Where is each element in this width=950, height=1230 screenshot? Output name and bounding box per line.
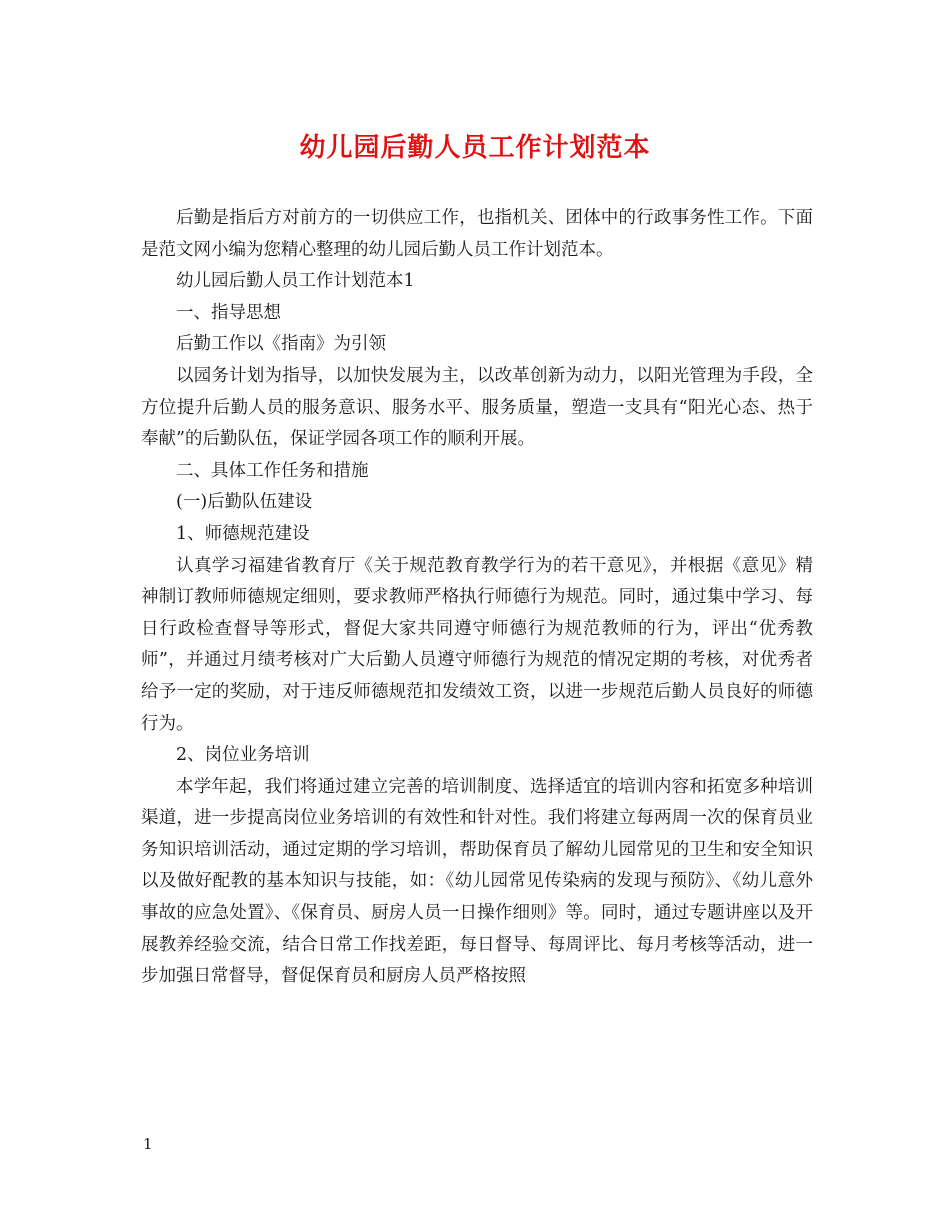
heading-team-building: (一)后勤队伍建设	[176, 492, 313, 513]
paragraph-guideline: 后勤工作以《指南》为引领	[176, 334, 386, 355]
document-body	[141, 203, 813, 993]
heading-guiding-ideology: 一、指导思想	[176, 302, 281, 323]
page-number: 1	[143, 1135, 153, 1153]
heading-ethics-norms: 1、师德规范建设	[176, 523, 310, 544]
paragraph-training-detail: 本学年起，我们将通过建立完善的培训制度、选择适宜的培训内容和拓宽多种培训渠道，进一步提高岗位业务培训的有效性和针对性。我们将建立每两周一次的保育员业务知识培训活动，通过定期的学习培训，帮助保育员了解幼儿园常见的卫生和安全知识以及做好配教的基本知识与技能，如：《幼儿园常见传染病的发现与预防》、《幼儿意外事故的应急处置》、《保育员、厨房人员一日操作细则》等。同时，通过专题讲座以及开展教养经验交流，结合日常工作找差距，每日督导、每周评比、每月考核等活动，进一步加强日常督导，督促保育员和厨房人员严格按照	[141, 776, 813, 987]
document-title: 幼儿园后勤人员工作计划范本	[299, 133, 651, 163]
section-title-plan-1: 幼儿园后勤人员工作计划范本1	[176, 271, 415, 292]
paragraph-ethics-detail: 认真学习福建省教育厅《关于规范教育教学行为的若干意见》，并根据《意见》精神制订教师师德规定细则，要求教师严格执行师德行为规范。同时，通过集中学习、每日行政检查督导等形式，督促大家共同遵守师德行为规范教师的行为，评出“优秀教师”，并通过月绩考核对广大后勤人员遵守师德行为规范的情况定期的考核，对优秀者给予一定的奖励，对于违反师德规范扣发绩效工资，以进一步规范后勤人员良好的师德行为。	[141, 555, 813, 734]
heading-tasks-measures: 二、具体工作任务和措施	[176, 460, 369, 481]
heading-job-training: 2、岗位业务培训	[176, 745, 310, 766]
paragraph-intro: 后勤是指后方对前方的一切供应工作，也指机关、团体中的行政事务性工作。下面是范文网小编为您精心整理的幼儿园后勤人员工作计划范本。	[141, 208, 813, 260]
paragraph-ideology-detail: 以园务计划为指导，以加快发展为主，以改革创新为动力，以阳光管理为手段，全方位提升后勤人员的服务意识、服务水平、服务质量，塑造一支具有“阳光心态、热于奉献”的后勤队伍，保证学园各项工作的顺利开展。	[141, 365, 813, 450]
